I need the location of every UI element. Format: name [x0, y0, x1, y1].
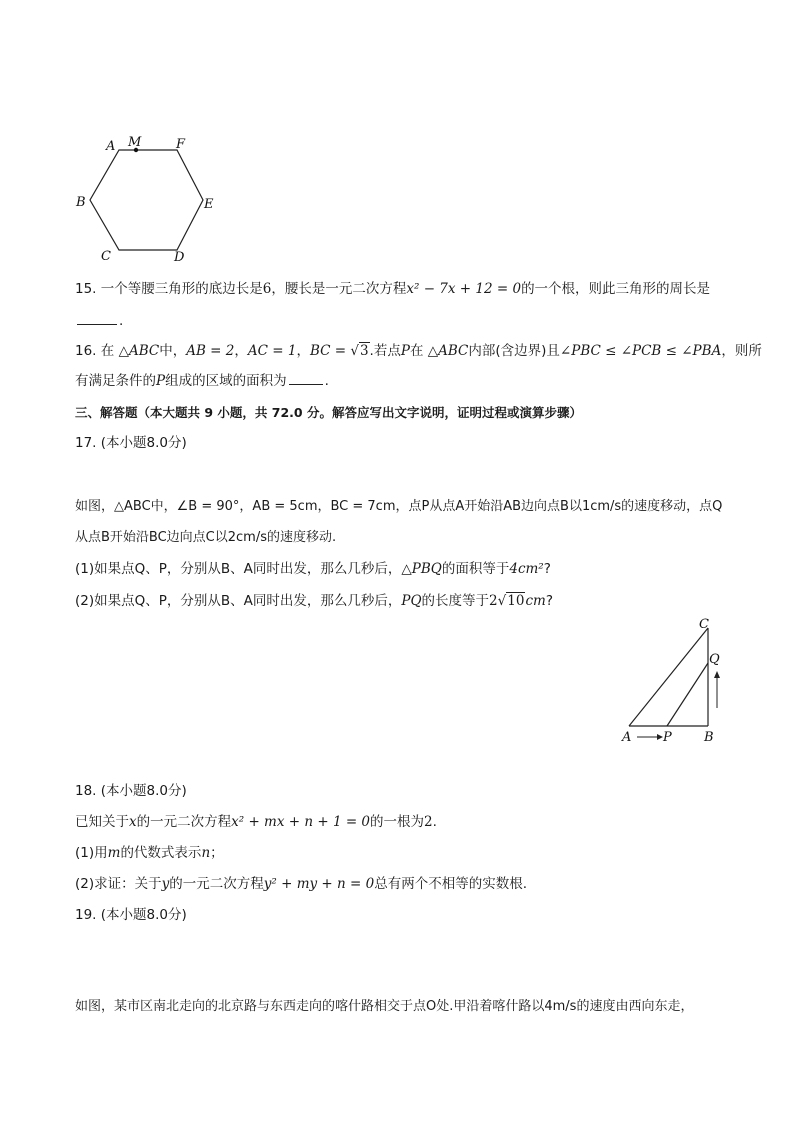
q17-p1d: 4cm²: [509, 561, 544, 577]
q18-p1c: ；: [210, 845, 224, 861]
label-a: A: [106, 139, 116, 154]
label-f: F: [176, 137, 186, 152]
tri-label-p: P: [663, 730, 672, 745]
side-ac: [629, 628, 708, 726]
q16-answer-blank[interactable]: [289, 372, 323, 385]
tri-label-a: A: [622, 730, 632, 745]
q19-line-1: 如图，某市区南北走向的北京路与东西走向的喀什路相交于点O处.甲沿着喀什路以4m/s的速度由西向东走，: [75, 999, 694, 1014]
tri-label-q: Q: [709, 652, 720, 667]
q18-part-2: [75, 875, 527, 893]
q16-sqrt-sign: √: [350, 343, 359, 359]
q16-ac: AC = 1: [247, 343, 297, 359]
q17-part-2: [75, 592, 553, 610]
q16-bc-radicand: 3: [359, 343, 369, 359]
q18-l1a: 已知关于: [75, 814, 129, 830]
q18-n: n: [201, 845, 211, 861]
tri-label-c: C: [699, 617, 709, 632]
q17-line-1: 如图，△ABC中，∠B = 90°，AB = 5cm，BC = 7cm，点P从点A开始沿AB边向点B以1cm/s的速度移动，点Q: [75, 499, 723, 514]
q15-text-a: 一个等腰三角形的底边长是: [100, 281, 263, 297]
question-15-answer-line: [75, 312, 123, 330]
question-16-line-2: [75, 372, 329, 390]
q15-answer-blank[interactable]: [77, 312, 117, 325]
q18-l1d: .: [432, 814, 437, 830]
hexagon-shape: [90, 150, 203, 250]
q16-p: P: [400, 343, 410, 359]
q17-p2d: 2: [489, 593, 498, 609]
q15-base: 6: [262, 281, 272, 297]
q18-l1b: 的一元二次方程: [136, 814, 232, 830]
q18-p2c: 总有两个不相等的实数根.: [374, 876, 527, 892]
section-3-heading: 三、解答题（本大题共 9 小题，共 72.0 分。解答应写出文字说明，证明过程或演算步骤）: [75, 405, 582, 420]
q16-l2a: 有满足条件的: [75, 373, 156, 389]
hexagon-figure: [70, 130, 230, 270]
q16-ab: AB = 2: [186, 343, 235, 359]
q16-inequality: ∠PBC ≤ ∠PCB ≤ ∠PBA: [559, 343, 722, 359]
q15-text-c: 的一个根，则此三角形的周长是: [521, 281, 711, 297]
question-16-line-1: [75, 342, 762, 360]
q16-p-2: P: [156, 373, 166, 389]
q16-l1a: 在: [100, 343, 115, 359]
q17-p1c: 的面积等于: [441, 561, 510, 577]
q15-equation: x² − 7x + 12 = 0: [406, 281, 522, 297]
q15-text-b: ，腰长是一元二次方程: [271, 281, 407, 297]
q16-l1d: 在: [409, 343, 424, 359]
q15-end: .: [119, 313, 124, 329]
q17-part-1: [75, 560, 551, 578]
q18-root: 2: [424, 814, 433, 830]
q19-header: 19. (本小题8.0分): [75, 907, 187, 923]
q16-l1f: ，则所: [721, 343, 762, 359]
q18-m: m: [107, 845, 121, 861]
q17-p2e: cm: [525, 593, 546, 609]
q17-line-2: 从点B开始沿BC边向点C以2cm/s的速度移动.: [75, 530, 337, 545]
q16-end: .: [324, 373, 329, 389]
q16-sep2: ，: [296, 343, 310, 359]
q17-p1b: △PBQ: [401, 561, 442, 577]
q18-line-1: [75, 813, 437, 831]
label-m: M: [128, 135, 142, 150]
q18-x: x: [129, 814, 137, 830]
tri-label-b: B: [704, 730, 714, 745]
q16-l1c: .若点: [369, 343, 401, 359]
q18-y: y: [161, 876, 170, 892]
q17-p1a: (1)如果点Q、P，分别从B、A同时出发，那么几秒后，: [75, 561, 402, 577]
q17-p2a: (2)如果点Q、P，分别从B、A同时出发，那么几秒后，: [75, 593, 402, 609]
q16-triangle-2: △ABC: [427, 343, 469, 359]
q16-triangle: △ABC: [118, 343, 160, 359]
q16-sep1: ，: [234, 343, 248, 359]
label-b: B: [76, 195, 86, 210]
q18-p2b: 的一元二次方程: [169, 876, 264, 892]
label-c: C: [101, 249, 111, 264]
q17-p2b: PQ: [401, 593, 422, 609]
q18-p1a: (1)用: [75, 845, 108, 861]
q18-l1c: 的一根为: [370, 814, 425, 830]
q16-number: 16.: [75, 343, 97, 359]
arrow-q-head: [714, 671, 720, 678]
q16-l1e: 内部(含边界)且: [468, 343, 560, 359]
q17-p2f: ?: [545, 593, 553, 609]
segment-pq: [667, 663, 708, 726]
q18-part-1: [75, 844, 224, 862]
triangle-figure: [615, 615, 735, 750]
question-15: [75, 280, 710, 298]
q16-l1b: 中，: [159, 343, 187, 359]
q18-p1b: 的代数式表示: [120, 845, 202, 861]
label-e: E: [204, 197, 214, 212]
q18-eq1: x² + mx + n + 1 = 0: [231, 814, 371, 830]
label-d: D: [174, 250, 185, 265]
q17-sqrt-sign: √: [497, 593, 507, 609]
q17-p2c: 的长度等于: [421, 593, 490, 609]
q18-eq2: y² + my + n = 0: [263, 876, 375, 892]
q17-header: 17. (本小题8.0分): [75, 435, 187, 451]
q18-header: 18. (本小题8.0分): [75, 783, 187, 799]
q16-l2b: 组成的区域的面积为: [165, 373, 287, 389]
q17-radicand: 10: [507, 593, 525, 609]
q15-number: 15.: [75, 281, 97, 297]
q17-p1e: ?: [543, 561, 551, 577]
q16-bc: BC =: [309, 343, 351, 359]
q18-p2a: (2)求证：关于: [75, 876, 162, 892]
